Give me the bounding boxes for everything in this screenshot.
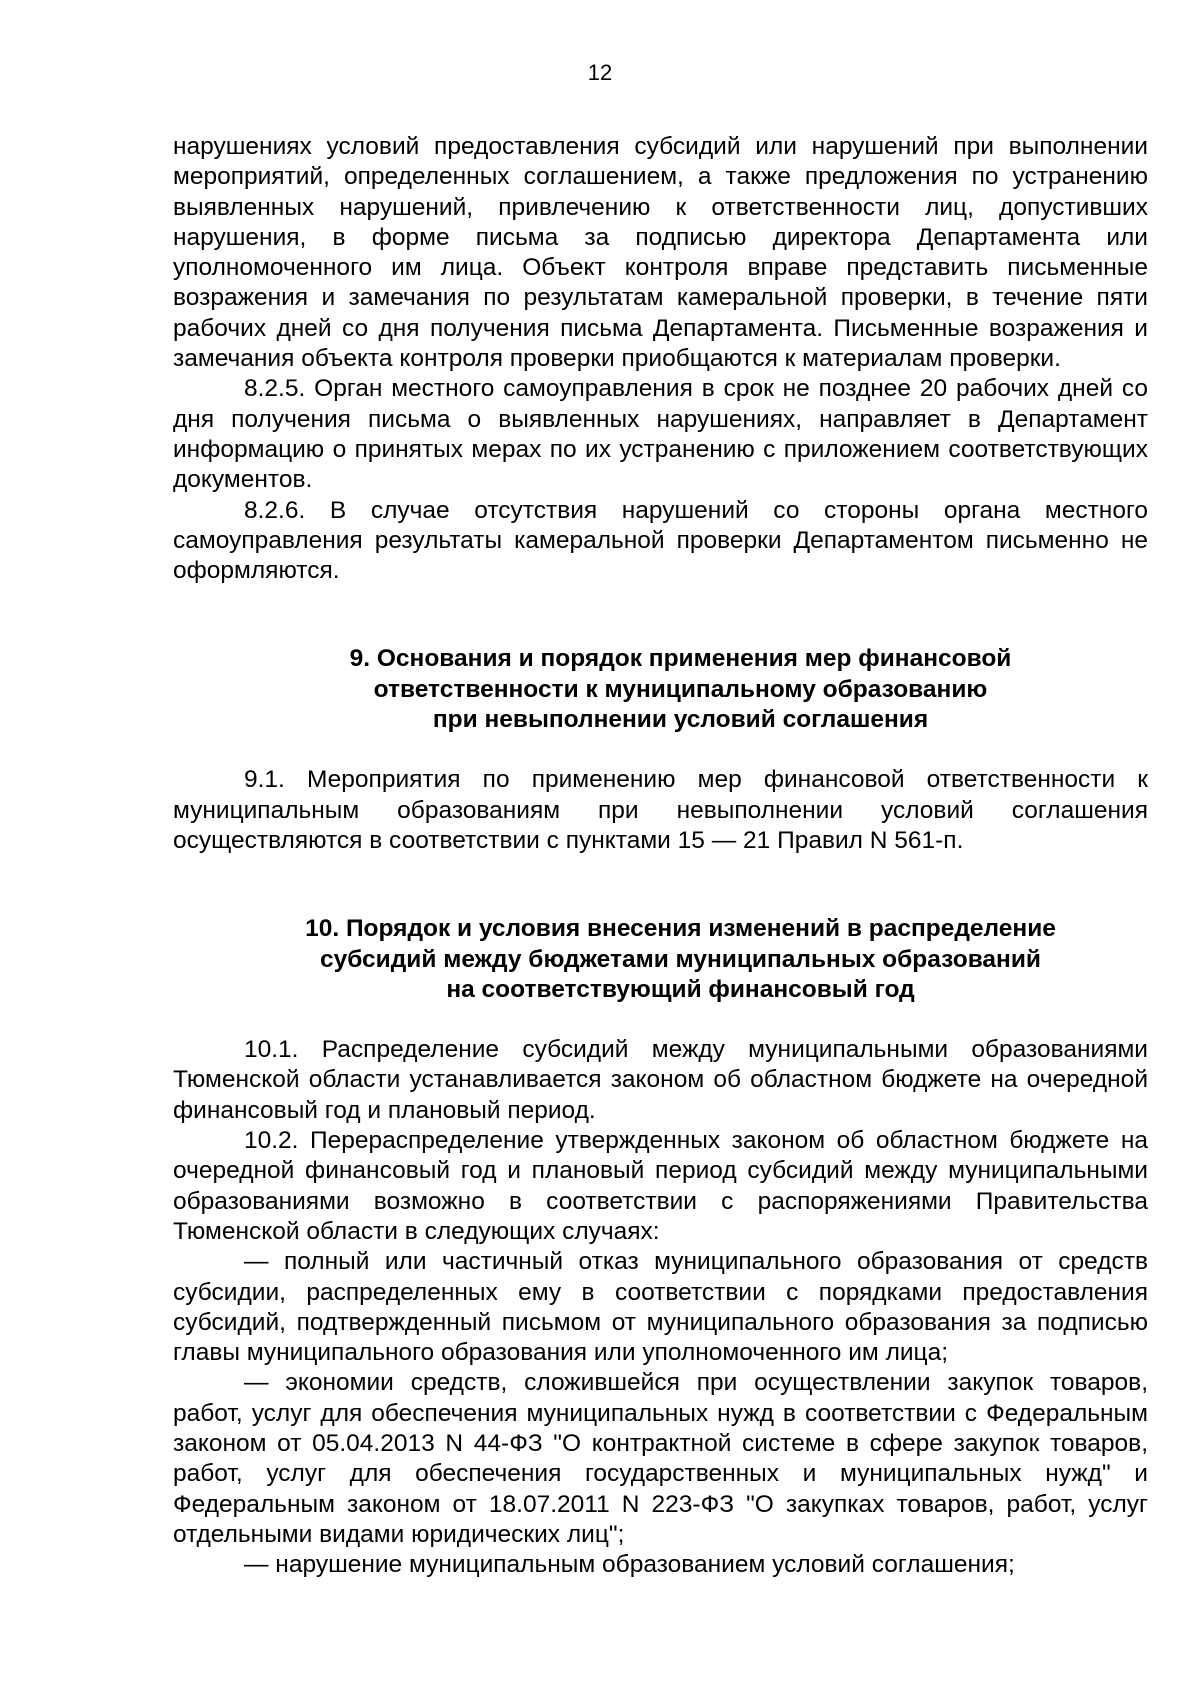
section-10-heading-line: субсидий между бюджетами муниципальных образований [320, 945, 1041, 973]
section-10-heading [173, 914, 1148, 1005]
section-10-heading-line: 10. Порядок и условия внесения изменений в распределение [305, 915, 1056, 943]
section-9-heading-line: при невыполнении условий соглашения [432, 706, 929, 734]
section-10-heading-line: на соответствующий финансовый год [446, 975, 915, 1003]
paragraph-9-1: 9.1. Мероприятия по применению мер финансовой ответственности к муниципальным образованиям при невыполнении условий соглашения осуществляются в соответствии с пунктами 15 — 21 Правил N 561-п. [173, 766, 1148, 854]
paragraph-10-2: 10.2. Перераспределение утвержденных законом об областном бюджете на очередной финансовый год и плановый период субсидий между муниципальными образованиями возможно в соответствии с распоряжениями Правительства Тюменской области в следующих случаях: [173, 1127, 1148, 1245]
list-item-refusal: — полный или частичный отказ муниципального образования от средств субсидии, распределенных ему в соответствии с порядками предоставления субсидий, подтвержденный письмом от муниципального образования за подписью главы муниципального образования или уполномоченного им лица; [173, 1248, 1148, 1367]
section-9-heading-line: ответственности к муниципальному образованию [373, 675, 988, 703]
document-body [173, 132, 1148, 1580]
paragraph-10-1: 10.1. Распределение субсидий между муниципальными образованиями Тюменской области устанавливается законом об областном бюджете на очередной финансовый год и плановый период. [173, 1036, 1148, 1124]
paragraph-continuation: нарушениях условий предоставления субсидий или нарушений при выполнении мероприятий, определенных соглашением, а также предложения по устранению выявленных нарушений, привлечению к ответственности лиц, допустивших нарушения, в форме письма за подписью директора Департамента или уполномоченного им лица. Объект контроля вправе представить письменные возражения и замечания по результатам камеральной проверки, в течение пяти рабочих дней со дня получения письма Департамента. Письменные возражения и замечания объекта контроля проверки приобщаются к материалам проверки. [173, 133, 1148, 373]
list-item-savings: — экономии средств, сложившейся при осуществлении закупок товаров, работ, услуг для обеспечения муниципальных нужд в соответствии с Федеральным законом от 05.04.2013 N 44-ФЗ "О контрактной системе в сфере закупок товаров, работ, услуг для обеспечения государственных и муниципальных нужд" и Федеральным законом от 18.07.2011 N 223-ФЗ "О закупках товаров, работ, услуг отдельными видами юридических лиц"; [173, 1369, 1148, 1548]
section-9-heading [173, 644, 1148, 735]
paragraph-8-2-5: 8.2.5. Орган местного самоуправления в срок не позднее 20 рабочих дней со дня получения письма о выявленных нарушениях, направляет в Департамент информацию о принятых мерах по их устранению с приложением соответствующих документов. [173, 375, 1148, 494]
list-item-violation: — нарушение муниципальным образованием условий соглашения; [244, 1551, 1015, 1579]
section-9-heading-line: 9. Основания и порядок применения мер финансовой [349, 645, 1012, 673]
page-number: 12 [587, 60, 613, 85]
paragraph-8-2-6: 8.2.6. В случае отсутствия нарушений со стороны органа местного самоуправления результаты камеральной проверки Департаментом письменно не оформляются. [173, 496, 1148, 585]
